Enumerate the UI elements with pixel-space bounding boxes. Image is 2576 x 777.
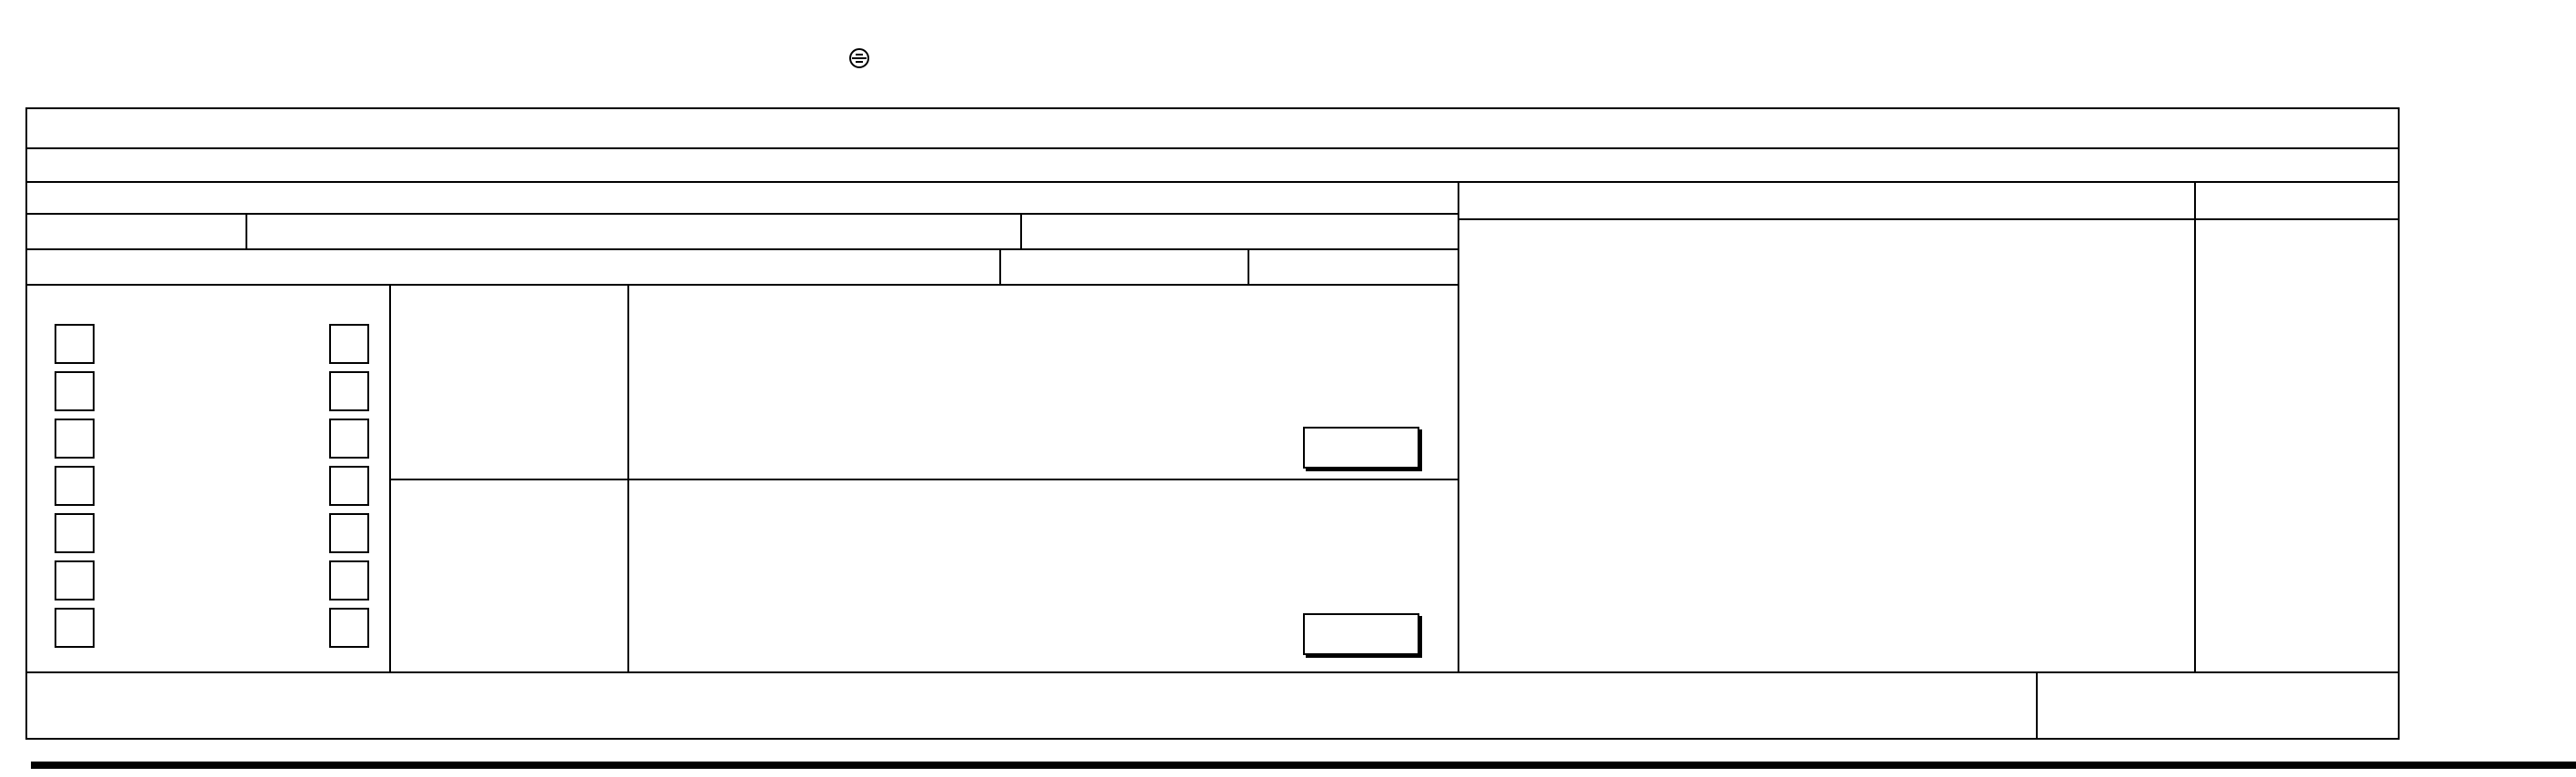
visit1-time-box[interactable] bbox=[1303, 427, 1419, 469]
v1-checkbox[interactable] bbox=[55, 513, 95, 553]
v2-checkbox[interactable] bbox=[329, 466, 369, 506]
v2-checkbox[interactable] bbox=[329, 324, 369, 364]
v1-checkbox[interactable] bbox=[55, 371, 95, 411]
v1-checkbox[interactable] bbox=[55, 324, 95, 364]
v2-checkbox[interactable] bbox=[329, 513, 369, 553]
v2-checkbox[interactable] bbox=[329, 371, 369, 411]
v1-checkbox[interactable] bbox=[55, 419, 95, 459]
v2-checkbox[interactable] bbox=[329, 419, 369, 459]
form-frame bbox=[25, 107, 2400, 740]
barcode bbox=[1498, 36, 2221, 100]
certipostal-logo-icon bbox=[832, 44, 887, 98]
v1-checkbox[interactable] bbox=[55, 608, 95, 648]
v2-checkbox[interactable] bbox=[329, 560, 369, 600]
v2-checkbox[interactable] bbox=[329, 608, 369, 648]
visit2-time-box[interactable] bbox=[1303, 613, 1419, 655]
bottom-shadow-bar bbox=[31, 762, 2576, 769]
v1-checkbox[interactable] bbox=[55, 560, 95, 600]
v1-checkbox[interactable] bbox=[55, 466, 95, 506]
